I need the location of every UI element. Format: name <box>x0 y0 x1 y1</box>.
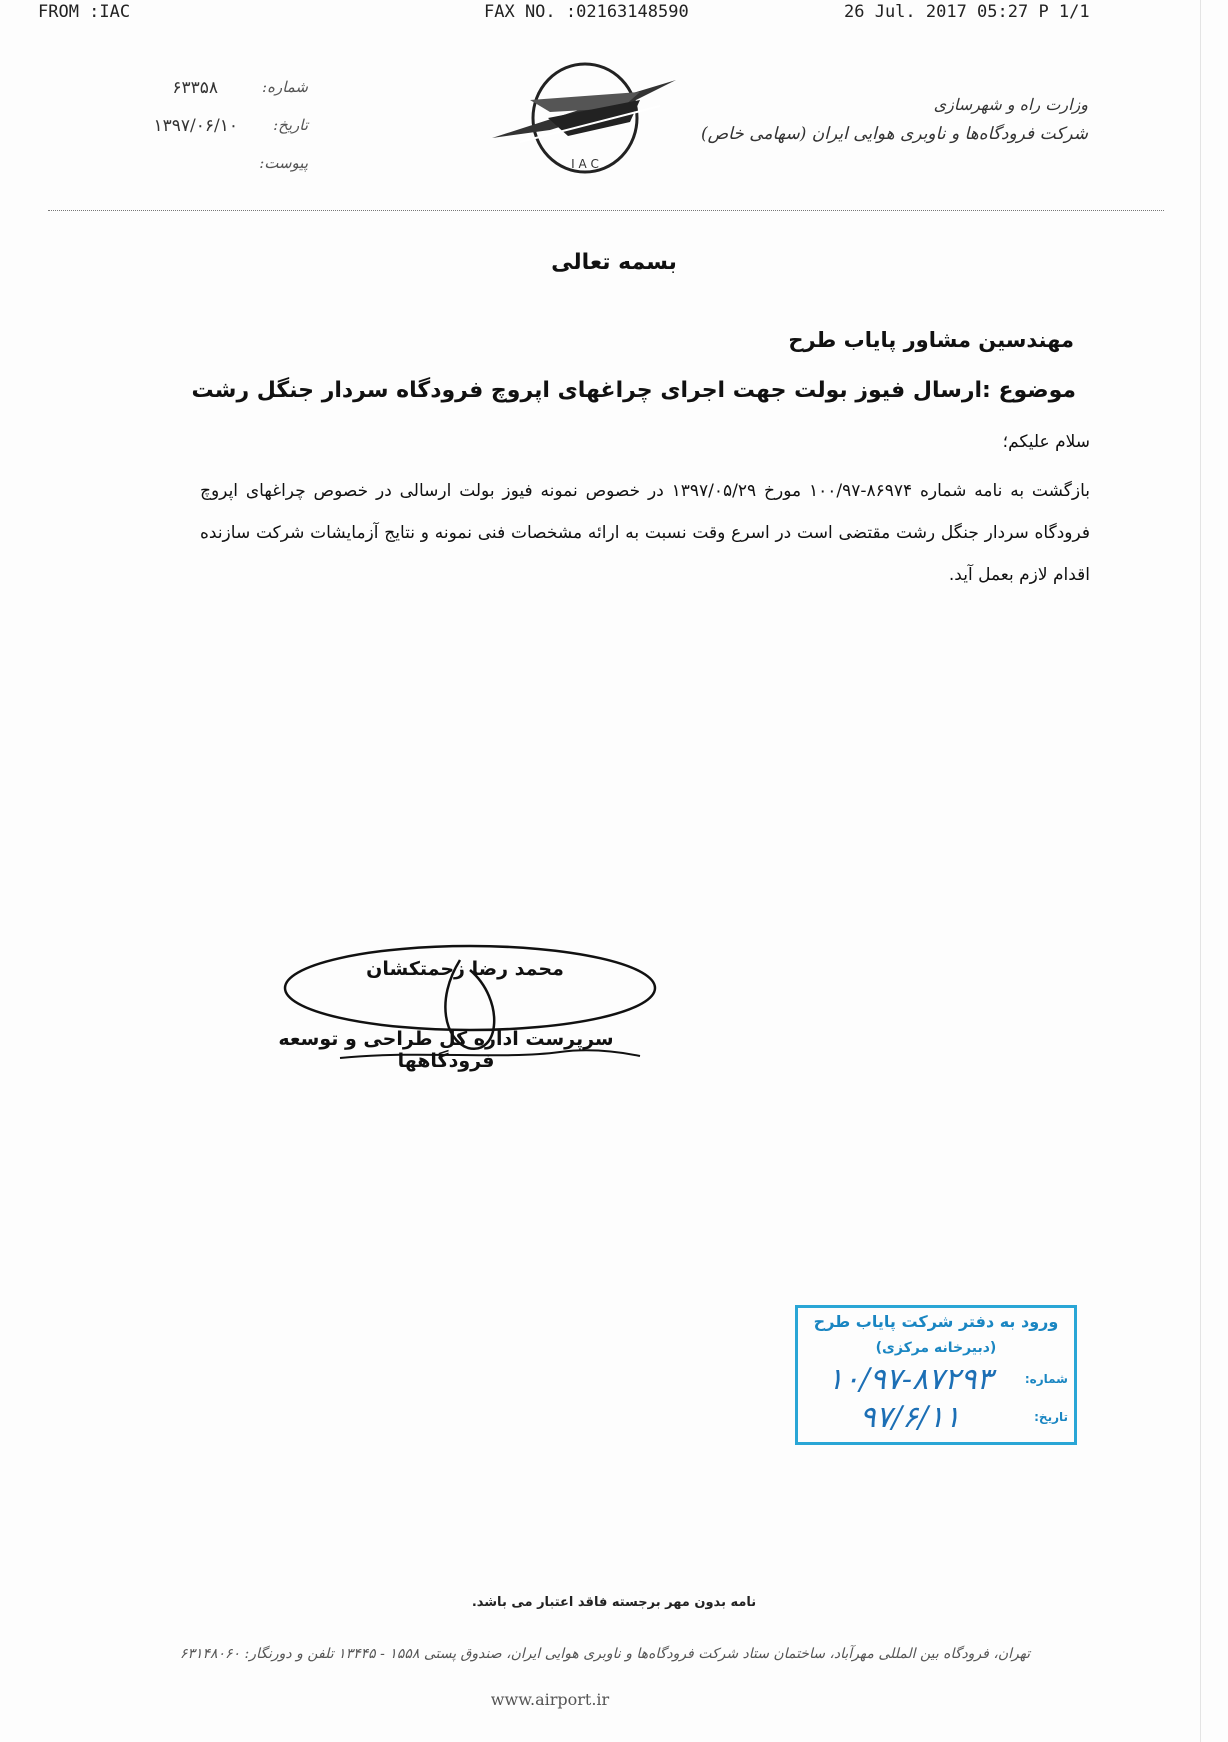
stamp-number-label: شماره: <box>1024 1372 1068 1386</box>
fax-number: FAX NO. :02163148590 <box>484 2 689 22</box>
fax-from: FROM :IAC <box>38 2 131 22</box>
letter-body: بازگشت به نامه شماره ۸۶۹۷۴-۱۰۰/۹۷ مورخ ۱۳۹۷/۰۵/۲۹ در خصوص نمونه فیوز بولت ارسالی در خصوص چراغهای اپروچ فرودگاه سردار جنگل رشت مقتضی است در اسرع وقت نسبت به ارائه مشخصات فنی نمونه و نتایج آزمایشات شرکت سازنده اقدام لازم بعمل آید. <box>200 481 1090 585</box>
footer-address: تهران، فرودگاه بین المللی مهرآباد، ساختمان ستاد شرکت فرودگاه‌ها و ناوبری هوایی ایران، صندوق پستی ۱۵۵۸ - ۱۳۴۴۵ تلفن و دورنگار: ۶۳۱۴۸۰۶۰ <box>179 1646 1031 1662</box>
letter-number-row <box>128 78 308 104</box>
letter-number-value: ۶۳۳۵۸ <box>172 78 218 98</box>
ministry-name: وزارت راه و شهرسازی <box>933 95 1088 114</box>
stamp-date-row <box>804 1402 1068 1436</box>
letter-attachment-label: پیوست: <box>259 154 308 172</box>
footer-website: www.airport.ir <box>490 1690 610 1709</box>
fax-date-page: 26 Jul. 2017 05:27 P 1/1 <box>844 2 1090 22</box>
signer-name: محمد رضا زحمتکشان <box>366 958 564 980</box>
stamp-date-value: ۹۷/۶/۱۱ <box>859 1400 961 1435</box>
stamp-date-label: تاریخ: <box>1034 1410 1068 1424</box>
letter-number-label: شماره: <box>262 78 308 96</box>
letter-attachment-row <box>128 154 308 180</box>
signer-title: سرپرست اداره کل طراحی و توسعه فرودگاهها <box>278 1028 614 1072</box>
stamp-subtitle: (دبیرخانه مرکزی) <box>875 1340 997 1356</box>
stamp-number-row <box>804 1364 1068 1398</box>
header-divider <box>48 210 1164 211</box>
footer-note: نامه بدون مهر برجسته فاقد اعتبار می باشد. <box>471 1595 757 1610</box>
bismillah: بسمه تعالی <box>551 250 677 275</box>
letter-subject: موضوع :ارسال فیوز بولت جهت اجرای چراغهای اپروچ فرودگاه سردار جنگل رشت <box>191 378 1076 403</box>
letter-date-value: ۱۳۹۷/۰۶/۱۰ <box>153 116 238 136</box>
greeting: سلام علیکم؛ <box>1002 432 1090 452</box>
letter-date-row <box>128 116 308 142</box>
stamp-number-value: ۱۰/۹۷-۸۷۲۹۳ <box>827 1362 993 1397</box>
letter-date-label: تاریخ: <box>273 116 308 134</box>
logo-letters: I A C <box>571 157 599 171</box>
iac-logo-icon <box>490 60 680 178</box>
received-stamp <box>795 1305 1077 1445</box>
stamp-title: ورود به دفتر شرکت پایاب طرح <box>813 1312 1059 1331</box>
fax-header <box>38 2 1128 24</box>
recipient: مهندسین مشاور پایاب طرح <box>788 328 1074 352</box>
company-name: شرکت فرودگاه‌ها و ناوبری هوایی ایران (سهامی خاص) <box>700 124 1088 144</box>
